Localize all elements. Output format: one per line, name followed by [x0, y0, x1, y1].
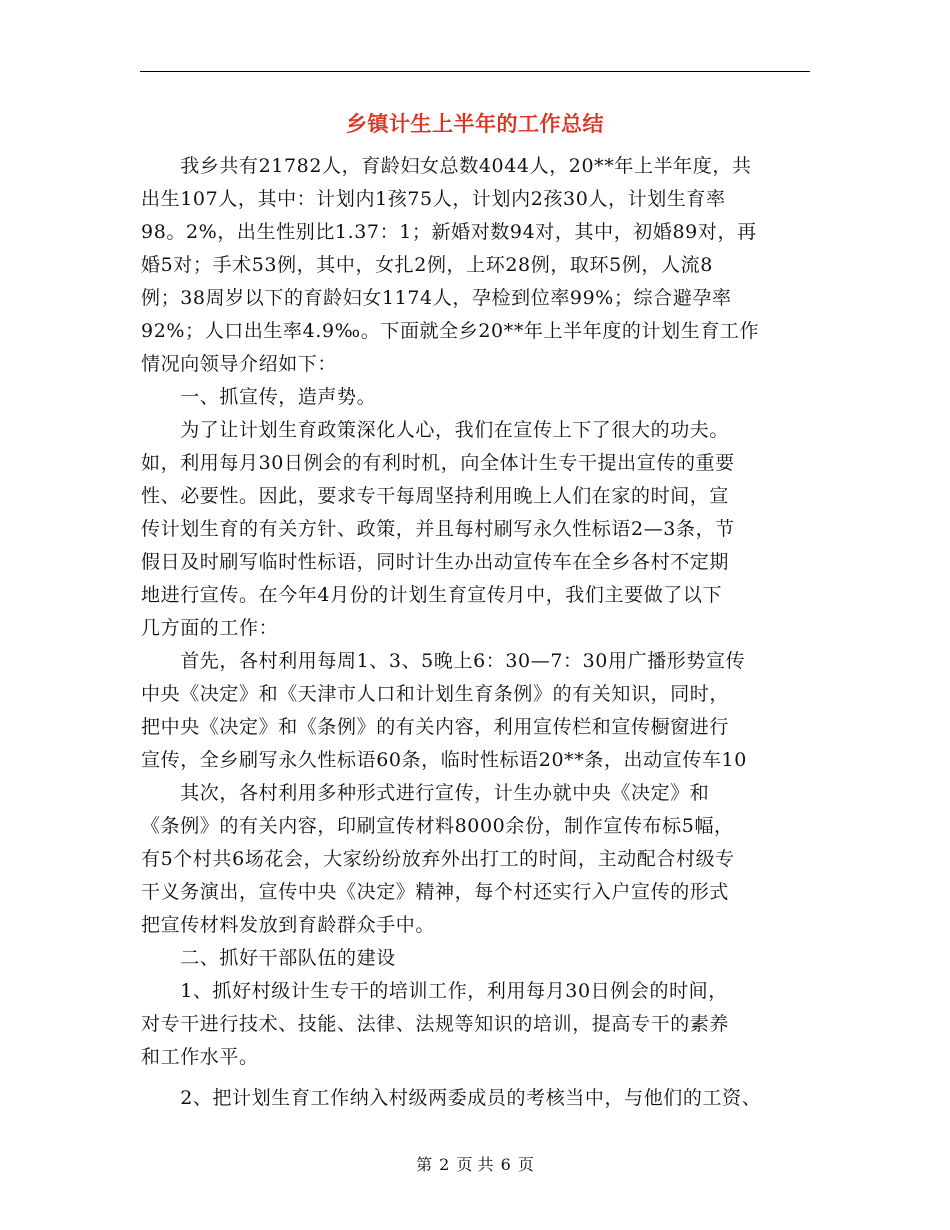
header-rule [140, 71, 810, 72]
body-line: 对专干进行技术、技能、法律、法规等知识的培训，提高专干的素养 [141, 1013, 730, 1035]
body-line: 《条例》的有关内容，印刷宣传材料8000余份，制作宣传布标5幅， [141, 815, 734, 837]
footer-middle: 页 共 [456, 1155, 494, 1174]
body-line: 和工作水平。 [141, 1046, 259, 1068]
body-line: 情况向领导介绍如下： [141, 353, 338, 375]
page-footer [0, 1152, 950, 1175]
body-line: 干义务演出，宣传中央《决定》精神，每个村还实行入户宣传的形式 [141, 881, 730, 903]
body-line: 92%；人口出生率4.9‰。下面就全乡20**年上半年度的计划生育工作 [141, 320, 760, 342]
body-line: 传计划生育的有关方针、政策，并且每村刷写永久性标语2—3条，节 [141, 518, 735, 540]
document-title: 乡镇计生上半年的工作总结 [346, 112, 604, 136]
body-line: 中央《决定》和《天津市人口和计划生育条例》的有关知识，同时， [141, 683, 730, 705]
body-line: 其次，各村利用多种形式进行宣传，计生办就中央《决定》和 [141, 782, 710, 804]
body-line: 性、必要性。因此，要求专干每周坚持利用晚上人们在家的时间，宣 [141, 485, 730, 507]
body-line: 把宣传材料发放到育龄群众手中。 [141, 914, 436, 936]
body-line: 为了让计划生育政策深化人心，我们在宣传上下了很大的功夫。 [141, 419, 730, 441]
body-line: 出生107人，其中：计划内1孩75人，计划内2孩30人，计划生育率 [141, 188, 726, 210]
footer-suffix: 页 [517, 1155, 534, 1174]
body-line: 婚5对；手术53例，其中，女扎2例，上环28例，取环5例，人流8 [141, 254, 713, 276]
body-line: 地进行宣传。在今年4月份的计划生育宣传月中，我们主要做了以下 [141, 584, 723, 606]
body-line: 98。2%，出生性别比1.37：1；新婚对数94对，其中，初婚89对，再 [141, 221, 757, 243]
footer-page-number: 2 [439, 1155, 450, 1174]
body-line: 有5个村共6场花会，大家纷纷放弃外出打工的时间，主动配合村级专 [141, 848, 735, 870]
body-line: 把中央《决定》和《条例》的有关内容，利用宣传栏和宣传橱窗进行 [141, 716, 730, 738]
body-line: 几方面的工作： [141, 617, 279, 639]
document-body [141, 150, 821, 1115]
body-line: 如，利用每月30日例会的有利时机，向全体计生专干提出宣传的重要 [141, 452, 735, 474]
body-line: 2、把计划生育工作纳入村级两委成员的考核当中，与他们的工资、 [141, 1087, 762, 1109]
body-line: 首先，各村利用每周1、3、5晚上6：30—7：30用广播形势宣传 [141, 650, 746, 672]
body-line: 1、抓好村级计生专干的培训工作，利用每月30日例会的时间， [141, 980, 728, 1002]
body-line: 例；38周岁以下的育龄妇女1174人，孕检到位率99%；综合避孕率 [141, 287, 732, 309]
section-heading: 一、抓宣传，造声势。 [141, 386, 377, 408]
footer-total-pages: 6 [500, 1155, 511, 1174]
section-heading: 二、抓好干部队伍的建设 [141, 947, 396, 969]
body-line: 宣传，全乡刷写永久性标语60条，临时性标语20**条，出动宣传车10 [141, 749, 747, 771]
body-line: 假日及时刷写临时性标语，同时计生办出动宣传车在全乡各村不定期 [141, 551, 730, 573]
footer-prefix: 第 [416, 1155, 433, 1174]
body-line: 我乡共有21782人，育龄妇女总数4044人，20**年上半年度，共 [141, 155, 752, 177]
